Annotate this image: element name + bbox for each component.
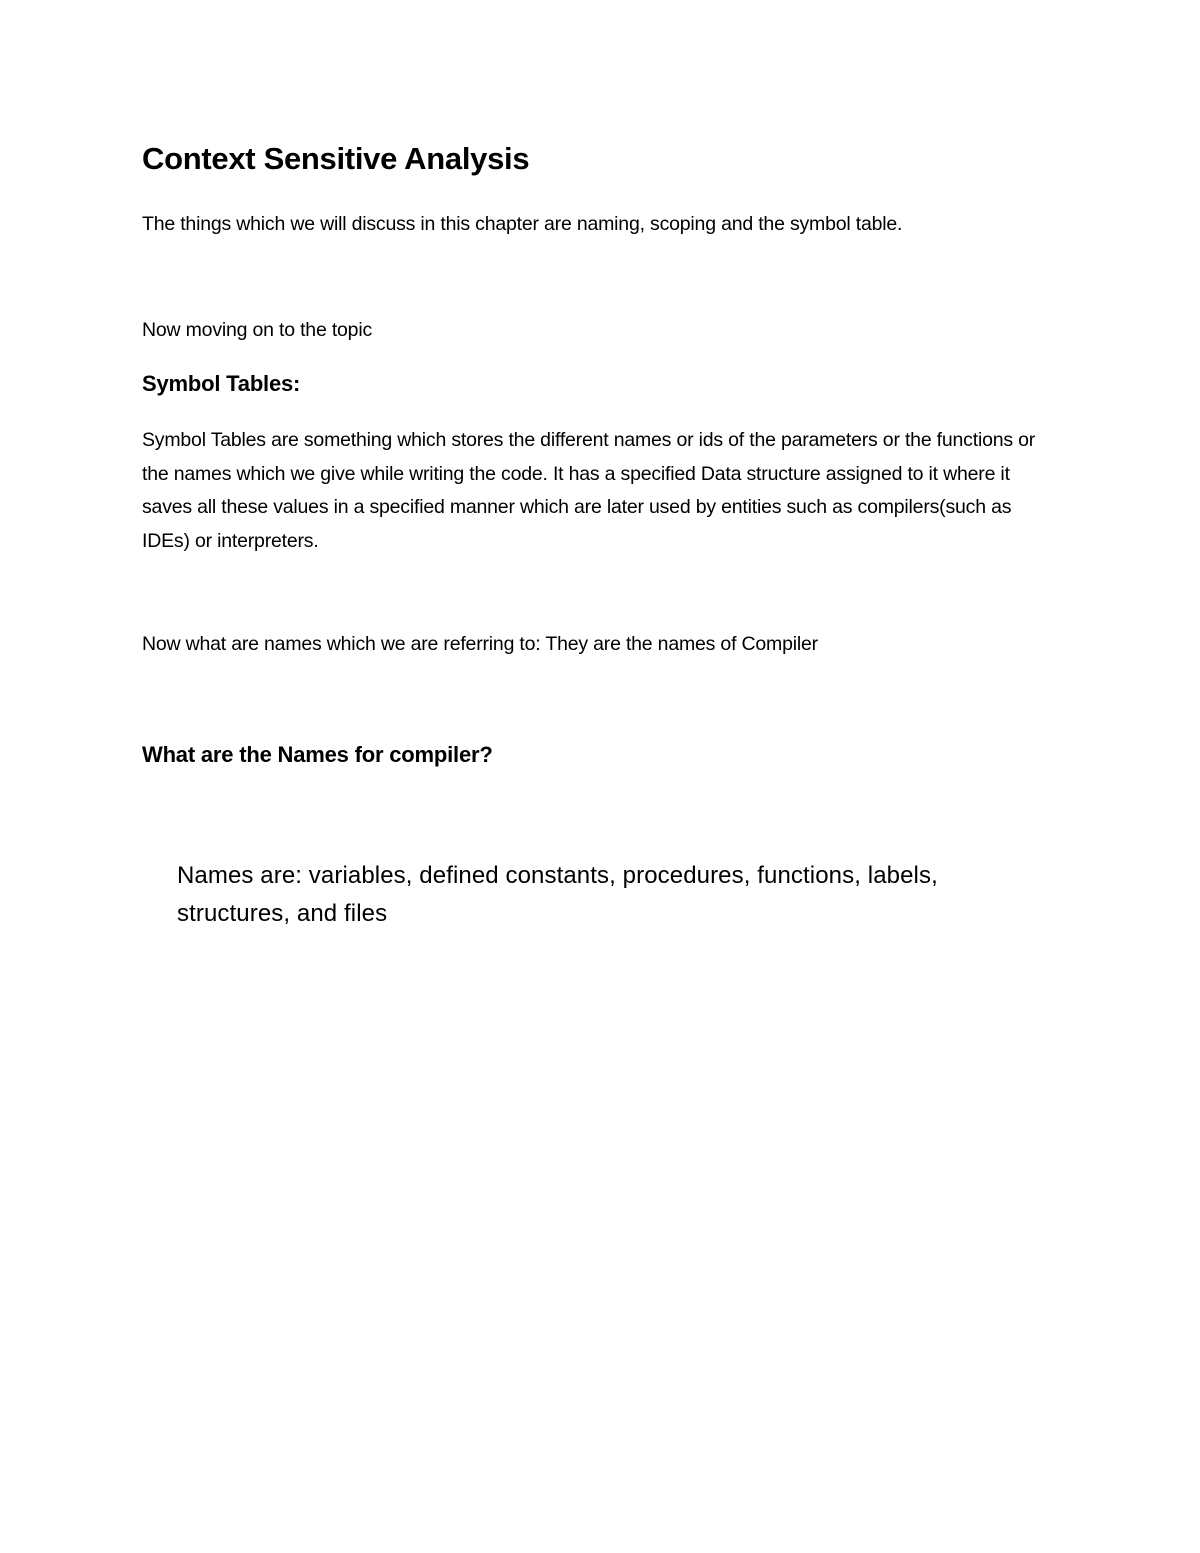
- symbol-tables-paragraph: Symbol Tables are something which stores the different names or ids of the parameters or the functions or the names which we give while writing the code. It has a specified Data structure assigned to it where it saves all these values in a specified manner which are later used by entities such as compilers(such as IDEs) or interpreters.: [142, 429, 1036, 552]
- intro-paragraph: The things which we will discuss in this chapter are naming, scoping and the symbol table.: [142, 213, 903, 235]
- names-heading: What are the Names for compiler?: [142, 742, 493, 767]
- names-reference-paragraph: Now what are names which we are referring to: They are the names of Compiler: [142, 633, 818, 655]
- names-list-paragraph: Names are: variables, defined constants, procedures, functions, labels, structures, and files: [177, 862, 938, 927]
- symbol-tables-heading: Symbol Tables:: [142, 371, 301, 396]
- page-title: Context Sensitive Analysis: [142, 141, 530, 176]
- transition-paragraph: Now moving on to the topic: [142, 319, 373, 341]
